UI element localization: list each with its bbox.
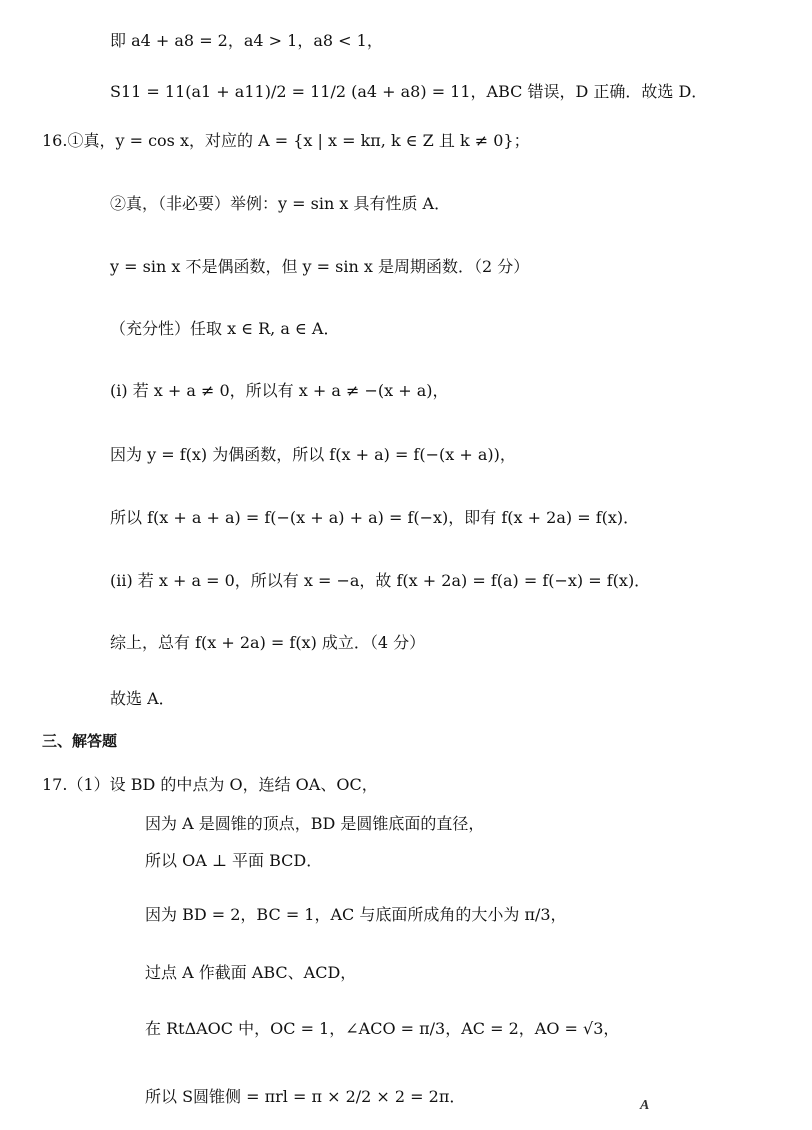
text-line-20: 所以 S圆锥侧 = πrl = π × 2/2 × 2 = 2π． — [145, 1087, 466, 1106]
corner-mark: A — [640, 1098, 650, 1113]
text-line-5: y = sin x 不是偶函数，但 y = sin x 是周期函数．（2 分） — [110, 257, 530, 276]
text-line-9: 所以 f(x + a + a) = f(−(x + a) + a) = f(−x)，即有 f(x + 2a) = f(x)． — [110, 508, 640, 527]
text-line-4: ②真，（非必要）举例：y = sin x 具有性质 A． — [110, 194, 451, 213]
text-line-11: 综上，总有 f(x + 2a) = f(x) 成立．（4 分） — [110, 633, 426, 652]
text-line-19: 在 RtΔAOC 中，OC = 1，∠ACO = π/3，AC = 2，AO = √3， — [145, 1019, 620, 1038]
text-line-12: 故选 A． — [110, 689, 175, 708]
text-line-16: 所以 OA ⊥ 平面 BCD． — [145, 851, 323, 870]
section-heading: 三、解答题 — [42, 732, 118, 750]
text-line-14: 17.（1）设 BD 的中点为 O，连结 OA、OC， — [42, 775, 378, 794]
text-line-1: 即 a4 + a8 = 2，a4 > 1，a8 < 1， — [110, 31, 383, 50]
formula-s11: S11 = 11(a1 + a11)/2 = 11/2 (a4 + a8) = 11，ABC 错误，D 正确．故选 D． — [110, 82, 708, 101]
text-line-6: （充分性）任取 x ∈ R, a ∈ A． — [110, 319, 340, 338]
text-line-15: 因为 A 是圆锥的顶点，BD 是圆锥底面的直径， — [145, 814, 485, 833]
text-line-7: (i) 若 x + a ≠ 0，所以有 x + a ≠ −(x + a)， — [110, 381, 449, 400]
text-line-3: 16.①真，y = cos x，对应的 A = {x | x = kπ, k ∈ Z 且 k ≠ 0}； — [42, 131, 530, 150]
text-line-2 — [110, 72, 707, 112]
text-line-18: 过点 A 作截面 ABC、ACD， — [145, 963, 357, 982]
text-line-10: (ii) 若 x + a = 0，所以有 x = −a，故 f(x + 2a) = f(a) = f(−x) = f(x)． — [110, 571, 651, 590]
text-line-17: 因为 BD = 2，BC = 1，AC 与底面所成角的大小为 π/3， — [145, 905, 567, 924]
text-line-8: 因为 y = f(x) 为偶函数，所以 f(x + a) = f(−(x + a))， — [110, 445, 516, 464]
